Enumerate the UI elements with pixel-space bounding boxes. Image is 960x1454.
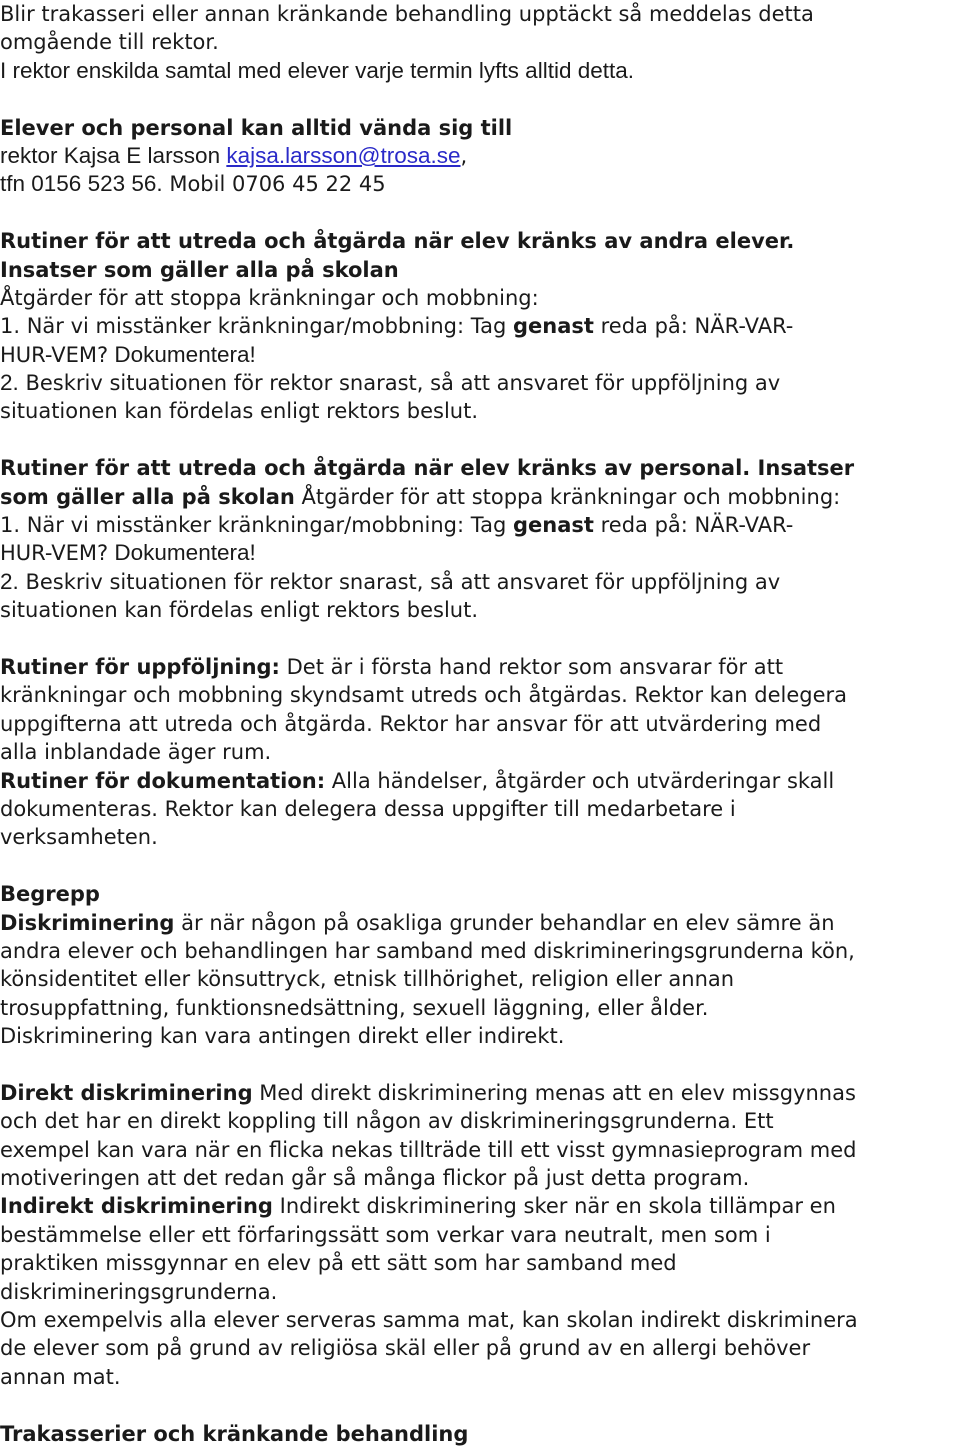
definition-line: Om exempelvis alla elever serveras samma mat, kan skolan indirekt diskriminera [0,1307,858,1332]
definition-line: bestämmelse eller ett förfaringssätt som verkar vara neutralt, men som i [0,1222,771,1247]
followup-line: kränkningar och mobbning skyndsamt utreds och åtgärdas. Rektor kan delegera [0,683,848,708]
phone-line [0,170,960,198]
phone: tfn 0156 523 56. [0,171,163,197]
step-2 [0,568,960,596]
step-text: reda på: NÄR-VAR- [593,314,794,339]
section-heading: Rutiner för att utreda och åtgärda när elev kränks av personal. Insatser [0,456,855,481]
step-text: Dokumentera! [108,540,256,566]
step-text: Beskriv situationen för rektor snarast, så att ansvaret för uppföljning av [18,371,781,396]
step-text: reda på: NÄR-VAR- [593,513,794,538]
definition-line: Diskriminering kan vara antingen direkt eller indirekt. [0,1024,565,1049]
definition-line: andra elever och behandlingen har samband med diskrimineringsgrunderna kön, [0,938,855,963]
step-emphasis: genast [512,513,594,538]
paragraph-line: omgående till rektor. [0,30,219,55]
comma: , [460,143,468,168]
followup-line: uppgifterna att utreda och åtgärda. Rektor har ansvar för att utvärdering med [0,711,822,736]
term-label: Diskriminering [0,910,175,935]
step-1-cont [0,341,960,369]
definition-line [0,909,960,937]
definition-line: motiveringen att det redan går så många flickor på just detta program. [0,1166,750,1191]
step-text: Dokumentera! [108,341,256,367]
step-2 [0,369,960,397]
definition-line: diskrimineringsgrunderna. [0,1279,278,1304]
step-2-cont: situationen kan fördelas enligt rektors beslut. [0,399,479,424]
definition-text: är när någon på osakliga grunder behandlar en elev sämre än [174,910,835,935]
term-label: Direkt diskriminering [0,1080,253,1105]
documentation-line [0,767,960,795]
definition-line: trosuppfattning, funktionsnedsättning, sexuell läggning, eller ålder. [0,995,709,1020]
paragraph-line: I rektor enskilda samtal med elever varje termin lyfts alltid detta. [0,57,634,83]
step-text: 1. När vi misstänker kränkningar/mobbning: Tag [0,314,513,339]
followup-label: Rutiner för uppföljning: [0,654,280,679]
step-1 [0,312,960,340]
step-1-cont [0,539,960,567]
definition-text: Indirekt diskriminering sker när en skola tillämpar en [272,1194,836,1219]
section-subheading: som gäller alla på skolan [0,484,295,509]
mobile: Mobil 0706 45 22 45 [162,172,386,197]
email-link[interactable]: kajsa.larsson@trosa.se [226,142,461,168]
definition-line: praktiken missgynnar en elev på ett sätt som har samband med [0,1251,677,1276]
term-label: Indirekt diskriminering [0,1194,273,1219]
section-intro: Åtgärder för att stoppa kränkningar och mobbning: [0,285,539,310]
documentation-text: Alla händelser, åtgärder och utvärderingar skall [325,768,835,793]
step-text: 1. När vi misstänker kränkningar/mobbning: Tag [0,513,513,538]
followup-line [0,653,960,681]
definition-line: annan mat. [0,1364,121,1389]
step-number: 2. [0,370,19,396]
documentation-line: dokumenteras. Rektor kan delegera dessa uppgifter till medarbetare i [0,796,736,821]
step-1 [0,511,960,539]
begrepp-heading: Begrepp [0,882,100,907]
contact-line [0,142,960,170]
definition-line [0,1079,960,1107]
trakasserier-heading: Trakasserier och kränkande behandling [0,1421,469,1446]
step-text: HUR-VEM? [0,541,109,566]
step-2-cont: situationen kan fördelas enligt rektors beslut. [0,598,479,623]
documentation-label: Rutiner för dokumentation: [0,768,326,793]
definition-text: Med direkt diskriminering menas att en elev missgynnas [252,1080,856,1105]
section-heading-cont [0,483,960,511]
step-text: Beskriv situationen för rektor snarast, så att ansvaret för uppföljning av [18,569,781,594]
step-text: HUR-VEM? [0,342,109,367]
section-intro: Åtgärder för att stoppa kränkningar och mobbning: [294,484,841,509]
documentation-line: verksamheten. [0,825,158,850]
followup-text: Det är i första hand rektor som ansvarar för att [279,654,784,679]
definition-line: och det har en direkt koppling till någon av diskrimineringsgrunderna. Ett [0,1109,774,1134]
step-emphasis: genast [512,314,594,339]
followup-line: alla inblandade äger rum. [0,740,272,765]
rektor-name: rektor Kajsa E larsson [0,142,227,168]
section-heading: Rutiner för att utreda och åtgärda när elev kränks av andra elever. [0,229,795,254]
definition-line [0,1192,960,1220]
definition-line: könsidentitet eller könsuttryck, etnisk tillhörighet, religion eller annan [0,967,735,992]
definition-line: exempel kan vara när en flicka nekas tillträde till ett visst gymnasieprogram med [0,1137,857,1162]
contact-heading: Elever och personal kan alltid vända sig till [0,115,513,140]
section-subheading: Insatser som gäller alla på skolan [0,257,399,282]
paragraph-line: Blir trakasseri eller annan kränkande behandling upptäckt så meddelas detta [0,2,814,26]
step-number: 2. [0,568,19,594]
definition-line: de elever som på grund av religiösa skäl eller på grund av en allergi behöver [0,1336,811,1361]
